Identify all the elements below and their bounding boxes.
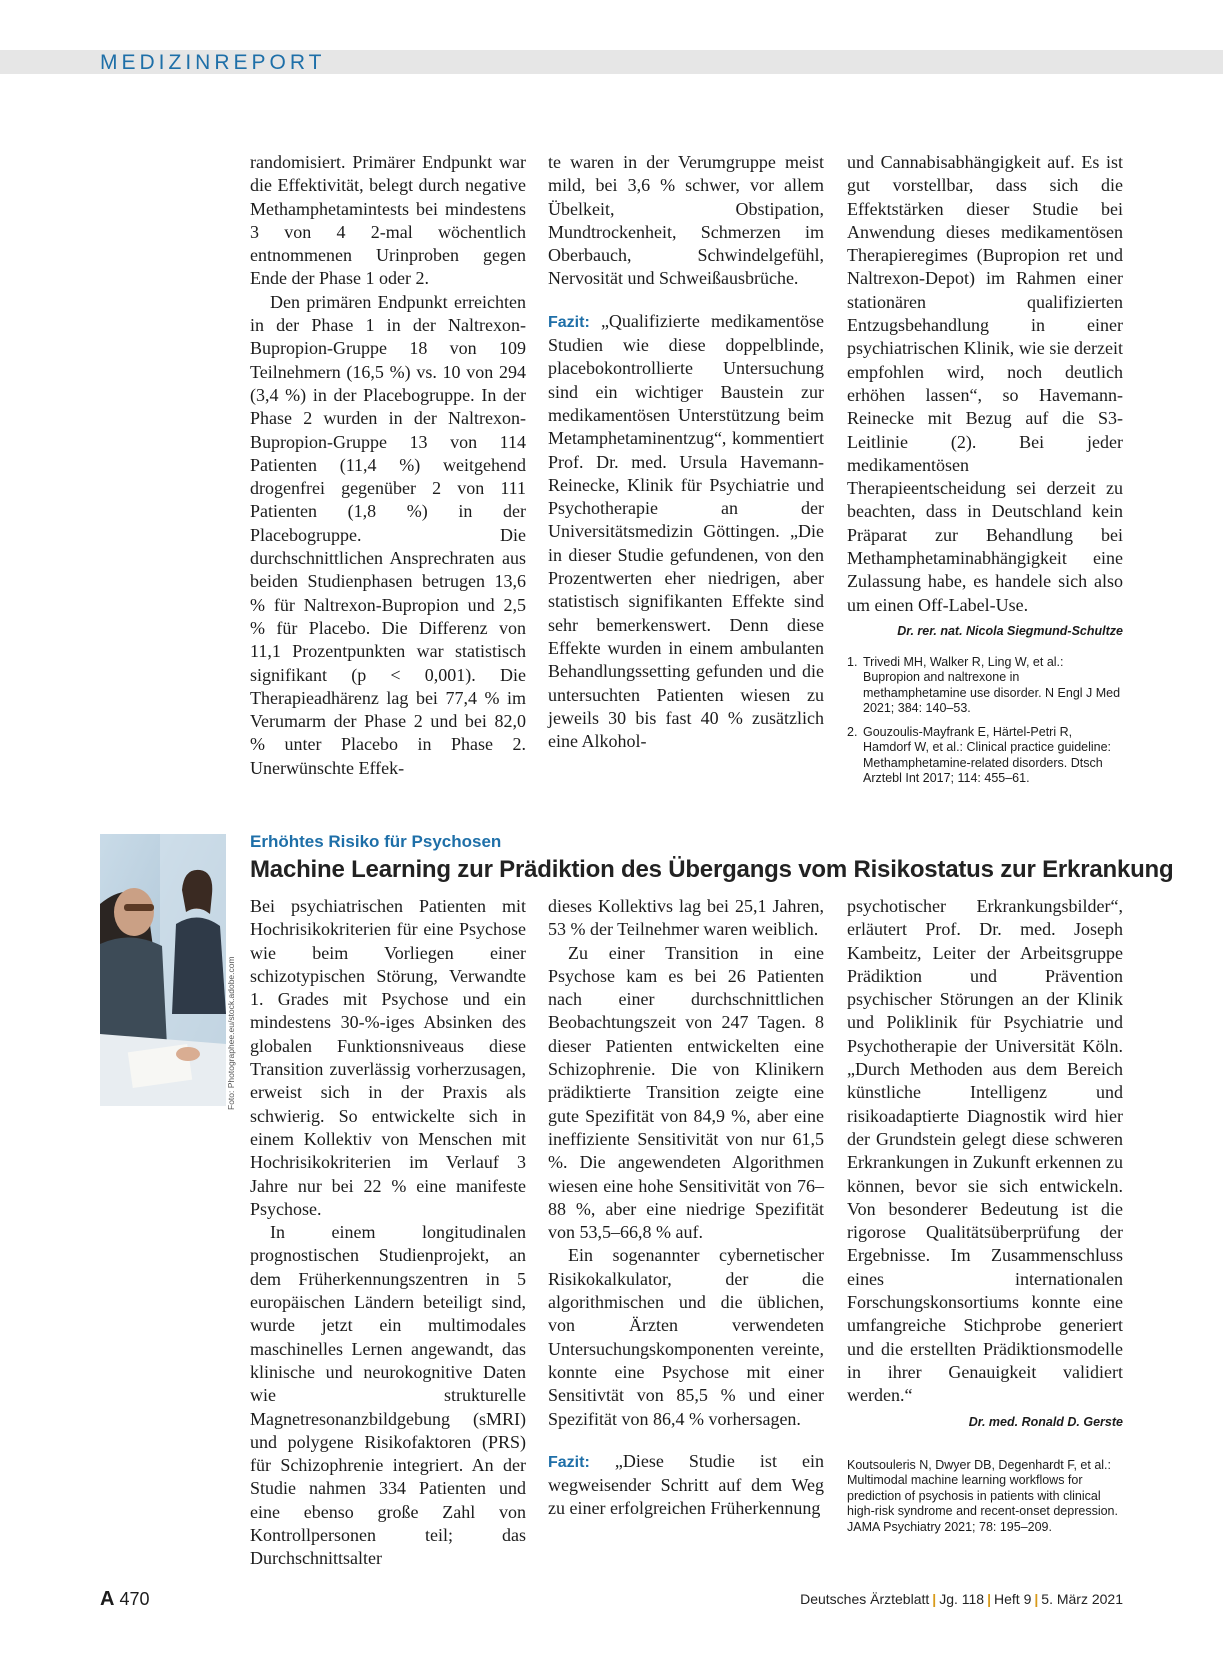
article2-paragraph: Ein sogenannter cybernetischer Risikokalkulator, der die algorithmischen und die üblichen, von Ärzten verwendeten Untersuchungskomponenten vereinte, konnte eine Psychose mit einer Sensitivtät von 85,5 % und einer Spezifität von 86,4 % vorhersagen. (548, 1245, 824, 1429)
article1-column-3 (847, 151, 1123, 795)
article1-paragraph: randomisiert. Primärer Endpunkt war die Effektivität, belegt durch negative Methamphetamintests bei mindestens 3 von 4 2-mal wöchentlich entnommenen Urinproben gegen Ende der Phase 1 oder 2. (250, 152, 526, 289)
divider: | (1034, 1591, 1039, 1607)
reference-text: Gouzoulis-Mayfrank E, Härtel-Petri R, Hamdorf W, et al.: Clinical practice guideline: Methamphetamine-related disorders. Dtsch Arztebl Int 2017; 114: 455–61. (863, 724, 1112, 786)
article1-paragraph: und Cannabisabhängigkeit auf. Es ist gut vorstellbar, dass sich die Effektstärken dieser Studie bei Anwendung dieses medikamentösen Therapieregimes (Bupropion ret und Naltrexon-Depot) im Rahmen einer stationären qualifizierten Entzugsbehandlung in einer psychiatrischen Klinik, wie sie derzeit empfohlen wird, noch deutlich erhöhen lassen“, so Havemann-Reinecke mit Bezug auf die S3-Leitlinie (2). Bei jeder medikamentösen Therapieentscheidung sei derzeit zu beachten, dass in Deutschland kein Präparat zur Behandlung bei Methamphetaminabhängigkeit eine Zulassung habe, es handele sich also um einen Off-Label-Use. (847, 152, 1123, 615)
section-header: MEDIZINREPORT (100, 51, 326, 74)
reference-text: Trivedi MH, Walker R, Ling W, et al.: Bupropion and naltrexone in methamphetamine use disorder. N Engl J Med 2021; 384: 140–53. (863, 654, 1121, 716)
article1-column-2 (548, 151, 824, 753)
photo-credit: Foto: Photographee.eu/stock.adobe.com (226, 956, 236, 1110)
page-prefix: A (100, 1588, 115, 1610)
divider: | (987, 1591, 991, 1607)
article2-paragraph: dieses Kollektivs lag bei 25,1 Jahren, 53 % der Teilnehmer waren weiblich. (548, 896, 824, 940)
article-kicker: Erhöhtes Risiko für Psychosen (250, 832, 502, 851)
article1-paragraph: Den primären Endpunkt erreichten in der Phase 1 in der Naltrexon-Bupropion-Gruppe 18 von 109 Teilnehmern (16,5 %) vs. 10 von 294 (3,4 %) in der Placebogruppe. In der Phase 2 wurden in der Naltrexon-Bupropion-Gruppe 13 von 114 Patienten (11,4 %) weitgehend drogenfrei gegenüber 2 von 111 Patienten (1,8 %) in der Placebogruppe. Die durchschnittlichen Ansprechraten aus beiden Studienphasen betrugen 13,6 % für Naltrexon-Bupropion und 2,5 % für Placebo. Die Differenz von 11,1 Prozentpunkten war statistisch signifikant (p < 0,001). Die Therapieadhärenz lag bei 77,4 % im Verumarm der Phase 2 und bei 82,0 % unter Placebo in Phase 2. Unerwünschte Effek- (250, 291, 526, 778)
journal-footer (800, 1591, 1123, 1607)
page-number (100, 1588, 150, 1611)
doctor-patient-photo (100, 834, 226, 1106)
fazit-text: „Diese Studie ist ein wegweisender Schritt auf dem Weg zu einer erfolgreichen Früherkennung (548, 1450, 824, 1519)
journal-name: Deutsches Ärzteblatt (800, 1591, 930, 1607)
article2-column-1 (250, 895, 526, 1571)
article-photo (100, 834, 226, 1106)
reference-number: 1. (847, 654, 858, 669)
article1-paragraph: te waren in der Verumgruppe meist mild, bei 3,6 % schwer, vor allem Übelkeit, Obstipation, Mundtrockenheit, Schmerzen im Oberbauch, Schwindelgefühl, Nervosität und Schweißausbrüche. (548, 152, 824, 289)
reference-item (847, 655, 1123, 717)
article2-paragraph: Bei psychiatrischen Patienten mit Hochrisikokriterien für eine Psychose wie beim Vorliegen einer schizotypischen Störung, Verwandte 1. Grades mit Psychose und ein mindestens 30-%-iges Absinken des globalen Funktionsniveaus diese Transition zuverlässig vorherzusagen, erweist sich in der Praxis als schwierig. So entwickelte sich in einem Kollektiv von Menschen mit Hochrisikokriterien im Verlauf 3 Jahre nur bei 22 % eine manifeste Psychose. (250, 896, 526, 1219)
article1-references (847, 655, 1123, 787)
journal-volume: Jg. 118 (939, 1591, 985, 1607)
divider: | (932, 1591, 937, 1607)
article1-column-1 (250, 151, 526, 780)
article1-fazit (548, 310, 824, 754)
reference-item (847, 725, 1123, 787)
article2-reference: Koutsouleris N, Dwyer DB, Degenhardt F, et al.: Multimodal machine learning workflows for prediction of psychosis in patients with clinical high-risk syndrome and recent-onset depression. JAMA Psychiatry 2021; 78: 195–209. (847, 1457, 1118, 1534)
page-number-value: 470 (119, 1589, 150, 1609)
fazit-label: Fazit: (548, 313, 590, 331)
article2-paragraph: psychotischer Erkrankungsbilder“, erläutert Prof. Dr. med. Joseph Kambeitz, Leiter der Arbeitsgruppe Prädiktion und Prävention psychischer Störungen an der Klinik und Poliklinik für Psychiatrie und Psychotherapie der Universität Köln. „Durch Methoden aus dem Bereich künstliche Intelligenz und risikoadaptierte Diagnostik wird hier der Grundstein gelegt diese schweren Erkrankungen in Zukunft erkennen zu können, bevor sie sich entwickeln. Von besonderer Bedeutung ist die rigorose Qualitätsüberprüfung der Ergebnisse. Im Zusammenschluss eines internationalen Forschungskonsortiums konnte eine umfangreiche Stichprobe generiert und die erstellten Prädiktionsmodelle in ihrer Genauigkeit validiert werden.“ (847, 896, 1123, 1406)
article-title: Machine Learning zur Prädiktion des Übergangs vom Risikostatus zur Erkrankung (250, 856, 1174, 883)
article2-paragraph: Zu einer Transition in eine Psychose kam es bei 26 Patienten nach einer durchschnittlichen Beobachtungszeit von 247 Tagen. 8 dieser Patienten entwickelten eine Schizophrenie. Die von Klinikern prädiktierte Transition zeigte eine gute Spezifität von 84,9 %, aber eine ineffiziente Sensitivität von nur 61,5 %. Die angewendeten Algorithmen wiesen eine hohe Sensitivität von 76–88 %, aber eine niedrige Spezifität von 53,5–66,8 % auf. (548, 942, 824, 1243)
fazit-text: „Qualifizierte medikamentöse Studien wie diese doppelblinde, placebokontrollierte Untersuchung sind ein wichtiger Baustein zur medikamentösen Unterstützung beim Metamphetaminentzug“, kommentiert Prof. Dr. med. Ursula Havemann-Reinecke, Klinik für Psychiatrie und Psychotherapie an der Universitätsmedizin Göttingen. „Die in dieser Studie gefundenen, von den Prozentwerten eher niedrigen, aber statistisch signifikanten Effekte sind sehr bemerkenswert. Denn diese Effekte wurden in einem ambulanten Behandlungssetting gefunden und die untersuchten Patienten wiesen zu jeweils 30 bis fast 40 % zusätzlich eine Alkohol- (548, 310, 824, 752)
journal-date: 5. März 2021 (1041, 1591, 1123, 1607)
article2-column-2 (548, 895, 824, 1521)
article2-fazit (548, 1450, 824, 1521)
article2-author: Dr. med. Ronald D. Gerste (968, 1414, 1123, 1429)
article2-paragraph: In einem longitudinalen prognostischen Studienprojekt, an dem Früherkennungszentren in 5 europäischen Ländern beteiligt sind, wurde jetzt ein multimodales maschinelles Lernen angewandt, das klinische und neurokognitive Daten wie strukturelle Magnetresonanzbildgebung (sMRI) und polygene Risikofaktoren (PRS) für Schizophrenie integriert. An der Studie nahmen 334 Patienten und eine ebenso große Zahl von Kontrollpersonen teil; das Durchschnittsalter (250, 1222, 526, 1569)
reference-number: 2. (847, 724, 858, 739)
fazit-label: Fazit: (548, 1453, 590, 1471)
journal-issue: Heft 9 (994, 1591, 1032, 1607)
article1-author: Dr. rer. nat. Nicola Siegmund-Schultze (897, 623, 1123, 638)
article2-column-3 (847, 895, 1123, 1535)
